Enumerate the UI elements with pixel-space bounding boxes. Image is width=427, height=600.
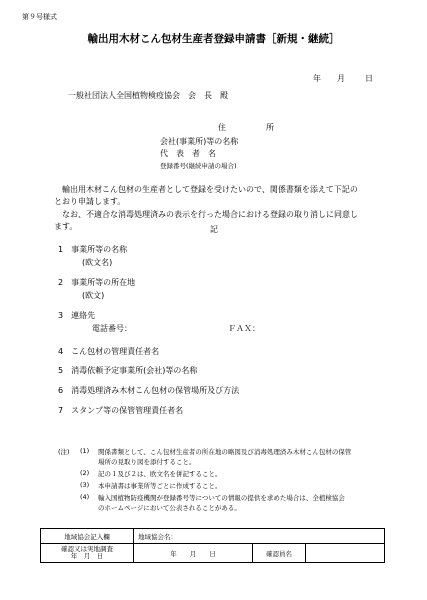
date-year-label: 年 (313, 74, 321, 83)
note-1-line-1: 関係書類として、こん包材生産者の所在地の略図及び消毒処理済み木材こん包材の保管 (98, 448, 352, 456)
item-2-label: 2 事業所等の所在地 (58, 278, 136, 287)
intro-line-2: とおり申請します。 (54, 197, 126, 206)
regional-entry-label: 地域協会記入欄 (41, 529, 134, 544)
item-1-sub: (欧文名) (82, 258, 113, 267)
regional-association-table (40, 528, 385, 563)
note-4-number: (4) (80, 493, 90, 501)
form-number: 第９号様式 (22, 13, 57, 21)
table-row (41, 544, 385, 563)
item-4-label: 4 こん包材の管理責任者名 (58, 347, 160, 356)
item-1-label: 1 事業所等の名称 (58, 245, 128, 254)
inspector-name-label: 確認員名 (253, 544, 306, 563)
item-3-tel-label: 電話番号： (92, 324, 132, 333)
company-name-label: 会社(事業所)等の名称 (160, 137, 239, 146)
page-title: 輸出用木材こん包材生産者登録申請書［新規・継続］ (87, 33, 340, 45)
inspection-date-label: 確認又は実地調査 (61, 545, 113, 553)
item-3-fax-label: ＦＡＸ： (228, 324, 260, 333)
inspection-date-cell (41, 544, 134, 563)
representative-label: 代 表 者 名 (160, 149, 216, 158)
date-day-label: 日 (365, 74, 373, 83)
table-row (41, 529, 385, 544)
item-2-sub: (欧文) (82, 291, 105, 300)
ki-heading: 記 (210, 225, 218, 234)
notes-label: (注) (58, 448, 70, 456)
intro-line-4: ます。 (54, 222, 78, 231)
inspector-name-field[interactable] (306, 544, 385, 563)
note-2: 記の１及び２は、欧文名を併記すること。 (98, 470, 222, 478)
note-3: 本申請書は事業所等ごとに作成すること。 (98, 482, 222, 490)
item-3-label: 3 連絡先 (58, 311, 96, 320)
inspection-date-field[interactable]: 年 月 日 (134, 544, 253, 563)
note-4-line-2: のホームページにおいて公表されることがある。 (98, 504, 241, 512)
registration-number-label: 登録番号(継続申請の場合) (160, 162, 237, 170)
intro-line-1: 輸出用木材こん包材の生産者として登録を受けたいので、関係書類を添えて下記の (62, 185, 358, 194)
intro-line-3: なお、不適合な消毒処理済みの表示を行った場合における登録の取り消しに同意し (62, 210, 358, 219)
note-2-number: (2) (80, 469, 90, 477)
note-1-number: (1) (80, 447, 90, 455)
note-3-number: (3) (80, 481, 90, 489)
item-7-label: 7 スタンプ等の保管管理責任者名 (58, 406, 184, 415)
item-6-label: 6 消毒処理済み木材こん包材の保管場所及び方法 (58, 386, 240, 395)
regional-association-name-label: 地域協会名： (134, 529, 385, 544)
date-month-label: 月 (337, 74, 345, 83)
addressee: 一般社団法人全国植物検疫協会 会 長 殿 (68, 91, 228, 100)
inspection-date-units: 年 月 日 (70, 552, 104, 560)
item-5-label: 5 消毒依頼予定事業所(会社)等の名称 (58, 366, 198, 375)
address-label: 住 所 (218, 123, 274, 132)
note-4-line-1: 輸入国植物防疫機関が登録番号等についての情報の提供を求めた場合は、全植検協会 (98, 494, 345, 502)
note-1-line-2: 場所の見取り図を添付すること。 (98, 458, 196, 466)
